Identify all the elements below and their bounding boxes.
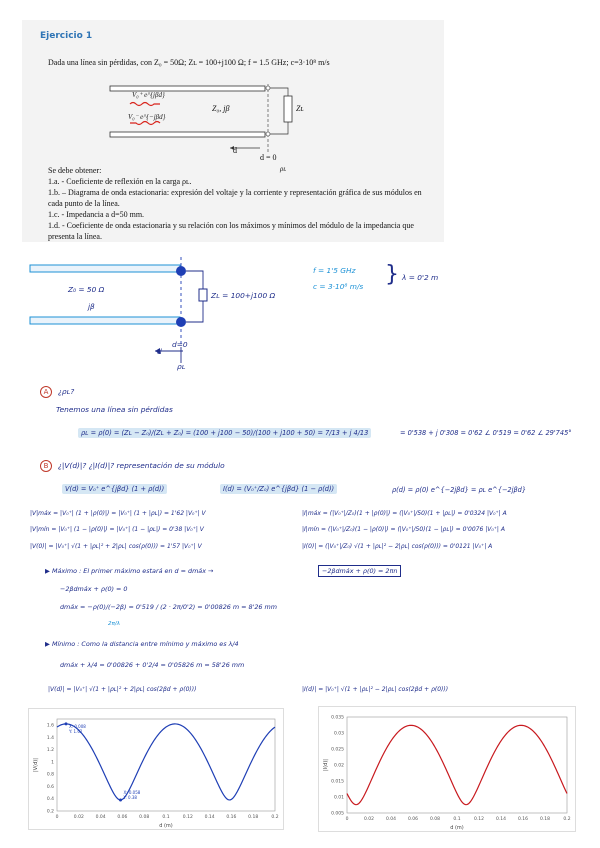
section-a-intro: Tenemos una línea sin pérdidas <box>56 405 173 414</box>
freq-note: f = 1'5 GHz <box>313 266 356 275</box>
task-intro: Se debe obtener: <box>48 166 102 175</box>
min-statement: ▶ Mínimo : Como la distancia entre mínimo y máximo es λ/4 <box>45 640 239 648</box>
terminal-top <box>266 86 270 90</box>
x-tick-label: 0.2 <box>563 817 571 822</box>
lower-conductor <box>110 132 265 137</box>
exercise-title: Ejercicio 1 <box>40 31 93 41</box>
x-tick-label: 0.06 <box>407 817 419 822</box>
y-tick-label: 0.02 <box>333 763 344 769</box>
x-tick-label: 0.12 <box>473 817 485 822</box>
y-tick-label: 0.6 <box>46 784 54 790</box>
i0-line: |I(0)| = (|V₀⁺|/Z₀) √(1 + |ρʟ|² − 2|ρʟ| cos(ρ(0))) = 0'0121 |V₀⁺| A <box>302 543 493 550</box>
rho-result: = 0'538 + j 0'308 = 0'62 ∠ 0'519 = 0'62 ∠ 29'745° <box>400 429 572 437</box>
section-b-marker: B <box>40 460 52 472</box>
beta-note: 2π/λ <box>108 621 121 627</box>
voltage-chart <box>28 708 284 830</box>
x-tick-label: 0.14 <box>204 815 215 820</box>
max-equation: −2βdmáx + ρ(0) = 0 <box>60 585 128 593</box>
y-tick-label: 0.025 <box>331 747 344 753</box>
data-tip-label: X: 0.058 <box>123 789 141 795</box>
y-tick-label: 1.2 <box>46 748 54 754</box>
dmax-equation: dmáx = −ρ(0)/(−2β) = 0'519 / (2 · 2π/0'2) = 0'00826 m = 8'26 mm <box>60 603 277 611</box>
sketch-load-box <box>199 289 207 301</box>
imax-line: |I|máx = (|V₀⁺|/Z₀)(1 + |ρ(0)|) = (|V₀⁺|/50)(1 + |ρʟ|) = 0'0324 |V₀⁺| A <box>302 510 507 517</box>
terminal-bottom <box>266 132 270 136</box>
y-tick-label: 0.4 <box>46 797 54 803</box>
y-tick-label: 0.01 <box>333 795 344 801</box>
d-zero-label: d = 0 <box>260 153 277 162</box>
y-tick-label: 0.035 <box>331 715 344 721</box>
d-label: d <box>233 146 237 155</box>
sketch-z0: Z₀ = 50 Ω <box>68 285 105 294</box>
x-tick-label: 0.04 <box>95 815 106 820</box>
x-tick-label: 0.1 <box>453 817 461 822</box>
x-axis-label: d (m) <box>450 825 464 831</box>
incident-wave-icon <box>130 103 160 106</box>
v0-line: |V(0)| = |V₀⁺| √(1 + |ρʟ|² + 2|ρʟ| cos(ρ(0))) = 1'57 |V₀⁺| V <box>30 543 202 550</box>
wavelength-note: λ = 0'2 m <box>402 273 439 282</box>
voltage-chart-layer <box>33 719 279 829</box>
problem-statement: Dada una línea sin pérdidas, con Z₀ = 50Ω; Zʟ = 100+j100 Ω; f = 1.5 GHz; c=3·10⁸ m/s <box>48 58 330 67</box>
max-statement: ▶ Máximo : El primer máximo estará en d = dmáx → <box>45 567 214 575</box>
y-tick-label: 0.2 <box>46 809 54 815</box>
y-tick-label: 0.8 <box>46 772 54 778</box>
x-tick-label: 0.06 <box>117 815 128 820</box>
y-tick-label: 0.005 <box>331 811 344 817</box>
vmax-line: |V|máx = |V₀⁺| (1 + |ρ(0)|) = |V₀⁺| (1 + |ρʟ|) = 1'62 |V₀⁺| V <box>30 510 206 517</box>
plot-frame <box>57 719 275 811</box>
task-1a: 1.a. - Coeficiente de reflexión en la carga ρʟ. <box>48 177 192 186</box>
y-tick-label: 0.015 <box>331 779 344 785</box>
x-tick-label: 0.08 <box>429 817 441 822</box>
task-1c: 1.c. - Impedancia a d=50 mm. <box>48 210 145 219</box>
x-tick-label: 0.2 <box>271 815 279 820</box>
sketch-rho: ρʟ <box>177 362 186 371</box>
task-1b: 1.b. – Diagrama de onda estacionaria: expresión del voltaje y la corriente y representación gráfica de sus módulos en cada punto de la línea. <box>48 188 422 208</box>
data-tip-label: Y: 0.38 <box>123 794 137 800</box>
current-chart-layer <box>323 715 571 832</box>
data-tip-label: Y: 1.62 <box>69 728 83 734</box>
sketch-upper-conductor <box>30 265 180 272</box>
section-b-question: ¿|V(d)|? ¿|I(d)|? representación de su módulo <box>58 461 225 470</box>
rho-d-equation: ρ(d) = ρ(0) e^{−2jβd} = ρʟ e^{−2jβd} <box>392 486 527 494</box>
brace-icon: } <box>385 262 399 287</box>
section-a-marker: A <box>40 386 52 398</box>
x-tick-label: 0 <box>55 815 59 820</box>
current-equation: I(d) = (V₀⁺/Z₀) e^{jβd} (1 − ρ(d)) <box>220 484 337 494</box>
y-tick-label: 1.6 <box>46 723 54 729</box>
handwritten-circuit <box>25 255 325 375</box>
sketch-lower-conductor <box>30 317 180 324</box>
id-equation: |I(d)| = |V₀⁺| √(1 + |ρʟ|² − 2|ρʟ| cos(2βd + ρ(0))) <box>302 686 449 693</box>
incident-label: V₀⁺ e^{jβd} <box>132 91 165 99</box>
data-tip-label: X: 0.008 <box>69 723 86 729</box>
dmin-equation: dmáx + λ/4 = 0'00826 + 0'2/4 = 0'05826 m = 58'26 mm <box>60 661 245 669</box>
series-line <box>347 725 567 804</box>
y-axis-label: |I(d)| <box>323 759 329 771</box>
load-label: Zʟ <box>296 104 304 113</box>
y-axis-label: |V(d)| <box>33 758 39 772</box>
vd-equation: |V(d)| = |V₀⁺| √(1 + |ρʟ|² + 2|ρʟ| cos(2βd + ρ(0))) <box>48 686 197 693</box>
y-tick-label: 0.03 <box>333 731 344 737</box>
data-tip-marker <box>65 722 68 725</box>
speed-note: c = 3·10⁸ m/s <box>313 282 364 291</box>
x-tick-label: 0.14 <box>495 817 507 822</box>
sketch-load-wires <box>186 271 203 322</box>
sketch-d: d <box>157 347 162 356</box>
y-tick-label: 1 <box>51 760 54 766</box>
line-label: Z₀, jβ <box>212 104 230 113</box>
x-axis-label: d (m) <box>159 823 173 829</box>
x-tick-label: 0.12 <box>182 815 193 820</box>
x-tick-label: 0.16 <box>226 815 237 820</box>
task-1d: 1.d. - Coeficiente de onda estacionaria y su relación con los máximos y mínimos del módulo de la impedancia que presenta la línea. <box>48 221 414 241</box>
x-tick-label: 0.08 <box>139 815 150 820</box>
x-tick-label: 0.18 <box>539 817 551 822</box>
vmin-line: |V|mín = |V₀⁺| (1 − |ρ(0)|) = |V₀⁺| (1 − |ρʟ|) = 0'38 |V₀⁺| V <box>30 526 204 533</box>
voltage-equation: V(d) = V₀⁺ e^{jβd} (1 + ρ(d)) <box>62 484 167 494</box>
reflected-wave-icon <box>130 122 160 125</box>
task-list <box>48 165 428 242</box>
sketch-zl: Zʟ = 100+j100 Ω <box>211 291 276 300</box>
max-condition-box: −2βdmáx + ρ(0) = 2πn <box>318 565 401 577</box>
rho-label: ρʟ <box>280 165 287 173</box>
x-tick-label: 0.18 <box>248 815 259 820</box>
x-tick-label: 0.02 <box>363 817 375 822</box>
x-tick-label: 0 <box>345 817 349 822</box>
x-tick-label: 0.16 <box>517 817 529 822</box>
current-chart <box>318 706 576 832</box>
imin-line: |I|mín = (|V₀⁺|/Z₀)(1 − |ρ(0)|) = (|V₀⁺|/50)(1 − |ρʟ|) = 0'0076 |V₀⁺| A <box>302 526 505 533</box>
sketch-jb: jβ <box>88 302 95 311</box>
sketch-d0: d=0 <box>172 340 188 349</box>
x-tick-label: 0.1 <box>162 815 170 820</box>
rho-formula: ρʟ = ρ(0) = (Zʟ − Z₀)/(Zʟ + Z₀) = (100 + j100 − 50)/(100 + j100 + 50) = 7/13 + j 4/13 <box>78 428 371 438</box>
data-tip-marker <box>119 798 122 801</box>
section-a-question: ¿ρʟ? <box>58 387 75 396</box>
reflected-label: V₀⁻ e^{−jβd} <box>128 113 166 121</box>
series-line <box>57 724 275 800</box>
x-tick-label: 0.04 <box>385 817 397 822</box>
y-tick-label: 1.4 <box>46 735 54 741</box>
load-impedance <box>284 96 292 122</box>
x-tick-label: 0.02 <box>73 815 84 820</box>
